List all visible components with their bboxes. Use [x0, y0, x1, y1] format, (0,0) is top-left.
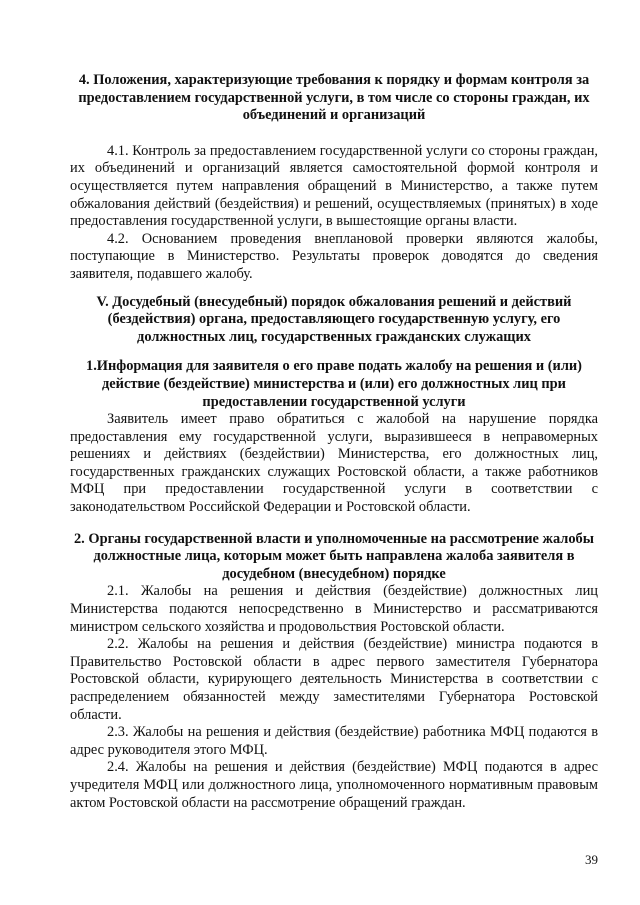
subsection-1-paragraph: Заявитель имеет право обратиться с жалобой на нарушение порядка предоставления ему государственной услуги, выразившееся в неправомерных решениях и действиях (бездействии) Министерства, его должностных лиц, государственных гражданских служащих Ростовской области, а также работников МФЦ при предоставлении государственной услуги в соответствии с законодательством Российской Федерации и Ростовской области. [70, 411, 598, 516]
subsection-2-heading: 2. Органы государственной власти и уполномоченные на рассмотрение жалобы должностные лица, которым может быть направлена жалоба заявителя в досудебном (внесудебном) порядке [73, 530, 594, 582]
paragraph-2-2: 2.2. Жалобы на решения и действия (бездействие) министра подаются в Правительство Ростовской области в адрес первого заместителя Губернатора Ростовской области, курирующего деятельность Министерства в соответствии с распределением обязанностей между заместителями Губернатора Ростовской области. [70, 636, 598, 723]
page-number: 39 [585, 852, 598, 867]
section-4-heading: 4. Положения, характеризующие требования к порядку и формам контроля за предоставлением государственной услуги, в том числе со стороны граждан, их объединений и организаций [78, 72, 590, 124]
paragraph-2-1: 2.1. Жалобы на решения и действия (бездействие) должностных лиц Министерства подаются непосредственно в Министерство и рассматриваются министром сельского хозяйства и продовольствия Ростовской области. [70, 583, 598, 635]
paragraph-2-3: 2.3. Жалобы на решения и действия (бездействие) работника МФЦ подаются в адрес руководителя этого МФЦ. [70, 724, 598, 758]
section-5-heading: V. Досудебный (внесудебный) порядок обжалования решений и действий (бездействия) органа, предоставляющего государственную услугу, его должностных лиц, государственных гражданских служащих [96, 293, 572, 345]
paragraph-2-4: 2.4. Жалобы на решения и действия (бездействие) МФЦ подаются в адрес учредителя МФЦ или должностного лица, уполномоченного нормативным правовым актом Ростовской области на рассмотрение обращений граждан. [70, 759, 598, 811]
subsection-1-heading: 1.Информация для заявителя о его праве подать жалобу на решения и (или) действие (бездействие) министерства и (или) его должностных лиц при предоставлении государственной услуги [86, 358, 582, 410]
paragraph-4-2: 4.2. Основанием проведения внеплановой проверки являются жалобы, поступающие в Министерство. Результаты проверок доводятся до сведения заявителя, подавшего жалобу. [70, 230, 598, 282]
paragraph-4-1: 4.1. Контроль за предоставлением государственной услуги со стороны граждан, их объединений и организаций является самостоятельной формой контроля и осуществляется путем направления обращений в Министерство, а также путем обжалования действий (бездействия) и решений, осуществляемых (принятых) в ходе предоставления государственной услуги, в вышестоящие органы власти. [70, 142, 598, 230]
